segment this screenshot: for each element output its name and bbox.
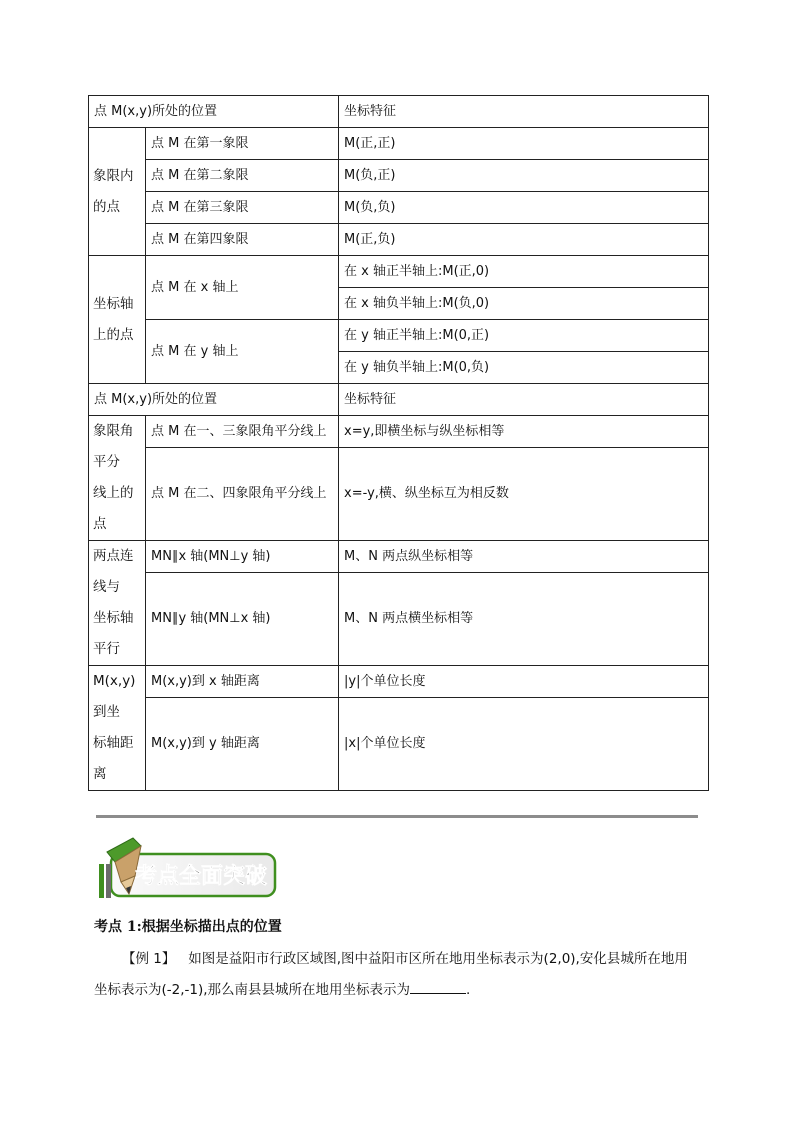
section-divider: [96, 815, 698, 818]
section-banner: [93, 832, 278, 902]
table-row: [89, 320, 709, 352]
position-cell: M(x,y)到 y 轴距离: [146, 698, 339, 791]
feature-cell: 在 x 轴负半轴上:M(负,0): [339, 288, 709, 320]
table-row: [89, 698, 709, 791]
category-line: 到坐: [93, 704, 120, 720]
category-axis-cell: [89, 256, 146, 384]
category-line: 平分: [93, 454, 120, 470]
header-position-cell: 点 M(x,y)所处的位置: [89, 384, 339, 416]
position-cell: 点 M 在 y 轴上: [146, 320, 339, 384]
feature-cell: x=y,即横坐标与纵坐标相等: [339, 416, 709, 448]
category-line: 坐标轴: [93, 295, 134, 312]
position-cell: M(x,y)到 x 轴距离: [146, 666, 339, 698]
feature-cell: M(正,负): [339, 224, 709, 256]
answer-blank[interactable]: [410, 979, 466, 994]
feature-cell: |x|个单位长度: [339, 698, 709, 791]
position-cell: 点 M 在一、三象限角平分线上: [146, 416, 339, 448]
position-cell: 点 M 在 x 轴上: [146, 256, 339, 320]
category-line: 点: [93, 516, 107, 532]
category-line: 线与: [93, 579, 120, 595]
banner-text: 考点全面突破: [134, 864, 268, 889]
table-row: [89, 224, 709, 256]
category-line: 的点: [93, 198, 120, 215]
feature-cell: M、N 两点横坐标相等: [339, 573, 709, 666]
table-row: [89, 192, 709, 224]
example-end: .: [466, 982, 471, 998]
example-label: 【例 1】: [122, 951, 176, 967]
section-title: 考点 1:根据坐标描出点的位置: [94, 919, 282, 935]
category-line: 离: [93, 766, 107, 782]
table-row: [89, 160, 709, 192]
category-line: 线上的: [93, 485, 134, 501]
feature-cell: 在 y 轴正半轴上:M(0,正): [339, 320, 709, 352]
position-cell: MN∥x 轴(MN⊥y 轴): [146, 541, 339, 573]
category-line: 标轴距: [93, 735, 134, 751]
category-distance-cell: [89, 666, 146, 791]
table-row: [89, 256, 709, 288]
category-parallel-cell: [89, 541, 146, 666]
position-cell: 点 M 在第一象限: [146, 128, 339, 160]
feature-cell: M(负,负): [339, 192, 709, 224]
category-line: 两点连: [93, 548, 134, 564]
table-row: [89, 128, 709, 160]
position-cell: MN∥y 轴(MN⊥x 轴): [146, 573, 339, 666]
feature-cell: 在 x 轴正半轴上:M(正,0): [339, 256, 709, 288]
table-row: [89, 666, 709, 698]
category-line: M(x,y): [93, 673, 136, 689]
position-cell: 点 M 在第二象限: [146, 160, 339, 192]
feature-cell: x=-y,横、纵坐标互为相反数: [339, 448, 709, 541]
position-cell: 点 M 在第四象限: [146, 224, 339, 256]
table-row: [89, 416, 709, 448]
category-quadrant-cell: [89, 128, 146, 256]
position-cell: 点 M 在二、四象限角平分线上: [146, 448, 339, 541]
header-feature-cell: 坐标特征: [339, 384, 709, 416]
category-line: 平行: [93, 641, 120, 657]
table-header-row: [89, 384, 709, 416]
example-text: 如图是益阳市行政区域图,图中益阳市区所在地用坐标表示为(2,0),安化县城所在地用坐标表示为(-2,-1),那么南县县城所在地用坐标表示为: [94, 951, 688, 998]
position-cell: 点 M 在第三象限: [146, 192, 339, 224]
table-row: [89, 448, 709, 541]
example-paragraph: [94, 944, 694, 1006]
feature-cell: |y|个单位长度: [339, 666, 709, 698]
table-header-row: [89, 96, 709, 128]
category-line: 象限角: [93, 423, 134, 439]
category-line: 象限内: [93, 167, 134, 184]
feature-cell: 在 y 轴负半轴上:M(0,负): [339, 352, 709, 384]
header-position-cell: 点 M(x,y)所处的位置: [89, 96, 339, 128]
header-feature-cell: 坐标特征: [339, 96, 709, 128]
table-row: [89, 573, 709, 666]
category-line: 坐标轴: [93, 610, 134, 626]
feature-cell: M(负,正): [339, 160, 709, 192]
feature-cell: M(正,正): [339, 128, 709, 160]
category-bisector-cell: [89, 416, 146, 541]
coordinate-feature-table: [88, 95, 709, 791]
feature-cell: M、N 两点纵坐标相等: [339, 541, 709, 573]
table-row: [89, 541, 709, 573]
category-line: 上的点: [93, 326, 134, 343]
